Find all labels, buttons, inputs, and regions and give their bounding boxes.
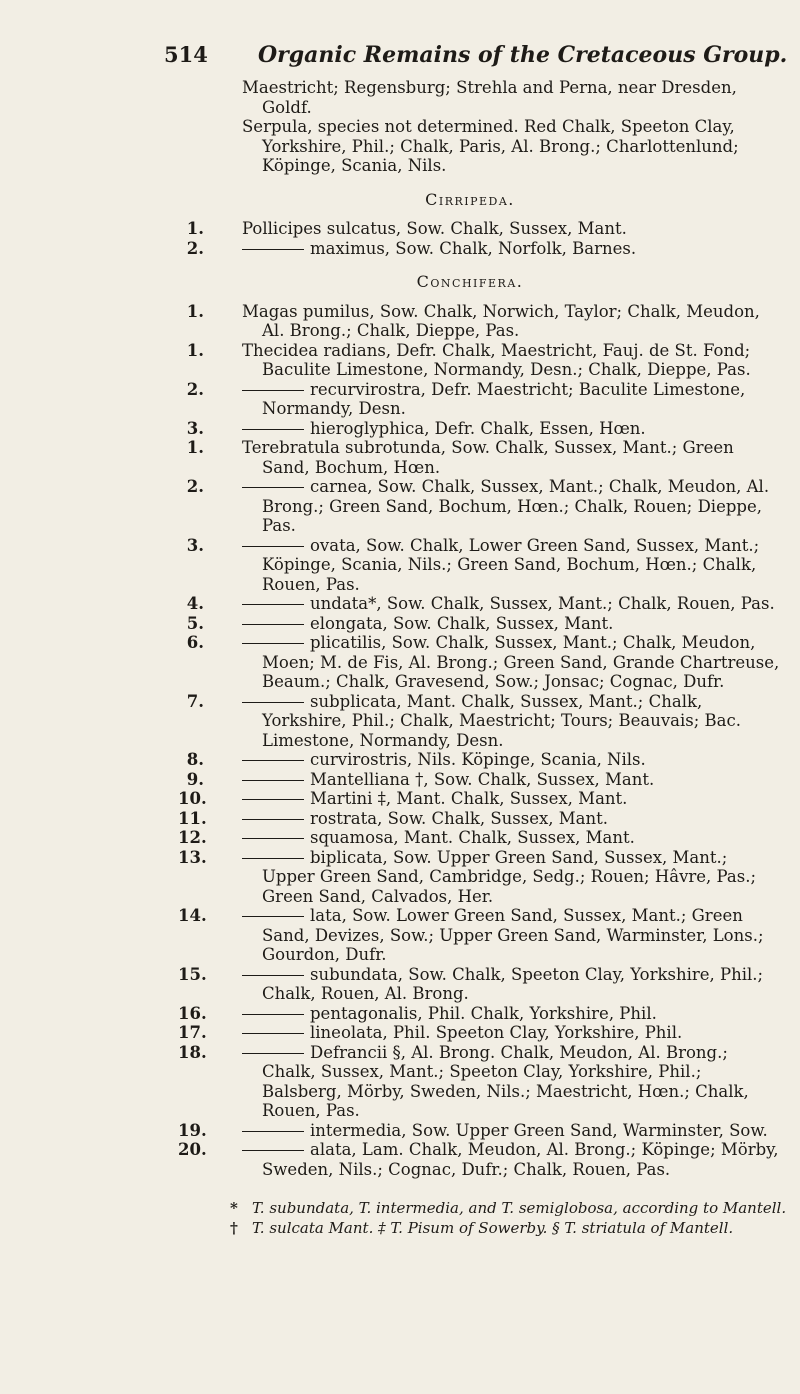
entry-text: Mantelliana †, Sow. Chalk, Sussex, Mant.: [310, 769, 655, 789]
footnotes: [0, 1198, 800, 1238]
ditto-dash: [242, 975, 304, 976]
conchifera-list: [0, 302, 800, 1180]
entry-text: recurvirostra, Defr. Maestricht; Baculite Limestone, Normandy, Desn.: [262, 379, 746, 418]
entry-number: 17.: [178, 1023, 207, 1042]
ditto-dash: [242, 604, 304, 605]
entry-text: curvirostris, Nils. Köpinge, Scania, Nils.: [310, 750, 646, 769]
ditto-dash: [242, 546, 304, 547]
ditto-dash: [242, 1033, 304, 1034]
species-entry: [0, 380, 800, 419]
entry-number: 3.: [186, 418, 204, 438]
species-entry: [0, 1004, 800, 1024]
ditto-dash: [242, 624, 304, 625]
section-heading-cirripeda: Cirripeda.: [425, 189, 515, 209]
serpula-entry: Serpula, species not determined. Red Chalk, Speeton Clay, Yorkshire, Phil.; Chalk, Paris, Al. Brong.; Charlottenlund; Köpinge, Scania, Nils.: [242, 117, 739, 175]
species-entry: [0, 965, 800, 1004]
entry-number: 6.: [186, 633, 204, 652]
entry-text: rostrata, Sow. Chalk, Sussex, Mant.: [310, 808, 609, 828]
section-heading-conchifera: Conchifera.: [416, 272, 524, 291]
entry-number: 1.: [186, 438, 204, 457]
entry-text: carnea, Sow. Chalk, Sussex, Mant.; Chalk, Meudon, Al. Brong.; Green Sand, Bochum, Hœn.; Chalk, Rouen; Dieppe, Pas.: [262, 477, 770, 535]
entry-number: 2.: [186, 477, 204, 496]
entry-text: elongata, Sow. Chalk, Sussex, Mant.: [310, 613, 614, 633]
entry-number: 18.: [178, 1042, 207, 1062]
entry-number: 1.: [186, 340, 204, 360]
species-entry: [0, 594, 800, 614]
entry-text: Defrancii §, Al. Brong. Chalk, Meudon, Al. Brong.; Chalk, Sussex, Mant.; Speeton Clay, Yorkshire, Phil.; Balsberg, Mörby, Sweden, Nils.; Maestricht, Hœn.; Chalk, Rouen, Pas.: [262, 1042, 749, 1120]
entry-number: 13.: [178, 847, 207, 867]
entry-text: plicatilis, Sow. Chalk, Sussex, Mant.; Chalk, Meudon, Moen; M. de Fis, Al. Brong.; Green Sand, Grande Chartreuse, Beaum.; Chalk, Gravesend, Sow.; Jonsac; Cognac, Dufr.: [262, 633, 780, 691]
species-entry: [0, 419, 800, 439]
entry-text: squamosa, Mant. Chalk, Sussex, Mant.: [310, 828, 635, 847]
species-entry: [0, 750, 800, 770]
entry-text: biplicata, Sow. Upper Green Sand, Sussex, Mant.; Upper Green Sand, Cambridge, Sedg.; Rouen; Hâvre, Pas.; Green Sand, Calvados, Her.: [262, 847, 757, 906]
species-entry: [0, 1121, 800, 1141]
species-entry: [0, 692, 800, 751]
species-entry: [0, 633, 800, 692]
page-body: [0, 78, 800, 1179]
species-entry: [0, 789, 800, 809]
entry-number: 15.: [178, 964, 207, 984]
ditto-dash: [242, 760, 304, 761]
entry-text: hieroglyphica, Defr. Chalk, Essen, Hœn.: [310, 418, 646, 438]
entry-number: 20.: [178, 1140, 207, 1159]
entry-text: intermedia, Sow. Upper Green Sand, Warminster, Sow.: [310, 1120, 768, 1140]
species-entry: [0, 1043, 800, 1121]
entry-number: 5.: [186, 613, 204, 633]
entry-number: 7.: [186, 691, 204, 711]
ditto-dash: [242, 916, 304, 917]
entry-number: 3.: [186, 535, 204, 555]
entry-text: Terebratula subrotunda, Sow. Chalk, Sussex, Mant.; Green Sand, Bochum, Hœn.: [242, 438, 734, 477]
ditto-dash: [242, 487, 304, 488]
entry-number: 19.: [178, 1120, 207, 1140]
entry-number: 1.: [186, 301, 204, 321]
entry-number: 11.: [178, 808, 207, 828]
species-entry: [0, 341, 800, 380]
species-entry: [0, 809, 800, 829]
species-entry: [0, 1023, 800, 1043]
footnote: [0, 1218, 800, 1238]
running-title: Organic Remains of the Cretaceous Group.: [258, 42, 788, 68]
entry-text: lata, Sow. Lower Green Sand, Sussex, Mant.; Green Sand, Devizes, Sow.; Upper Green Sand, Warminster, Lons.; Gourdon, Dufr.: [262, 906, 764, 964]
ditto-dash: [242, 702, 304, 703]
species-entry: [0, 302, 800, 341]
ditto-dash: [242, 390, 304, 391]
entry-text: alata, Lam. Chalk, Meudon, Al. Brong.; Köpinge; Mörby, Sweden, Nils.; Cognac, Dufr.; Chalk, Rouen, Pas.: [262, 1140, 779, 1179]
entry-number: 16.: [178, 1003, 207, 1023]
ditto-dash: [242, 249, 304, 250]
entry-text: Thecidea radians, Defr. Chalk, Maestricht, Fauj. de St. Fond; Baculite Limestone, Normandy, Desn.; Chalk, Dieppe, Pas.: [242, 340, 751, 379]
species-entry: [0, 828, 800, 848]
ditto-dash: [242, 838, 304, 839]
entry-text: Pollicipes sulcatus, Sow. Chalk, Sussex, Mant.: [242, 219, 627, 238]
species-entry: [0, 219, 800, 239]
entry-number: 12.: [178, 828, 207, 847]
ditto-dash: [242, 1150, 304, 1151]
entry-text: maximus, Sow. Chalk, Norfolk, Barnes.: [310, 238, 637, 258]
entry-number: 9.: [186, 769, 204, 789]
page-header: [0, 42, 800, 72]
entry-text: Magas pumilus, Sow. Chalk, Norwich, Taylor; Chalk, Meudon, Al. Brong.; Chalk, Dieppe, Pas.: [242, 301, 760, 340]
ditto-dash: [242, 429, 304, 430]
species-entry: [0, 848, 800, 907]
ditto-dash: [242, 819, 304, 820]
species-entry: [0, 477, 800, 536]
ditto-dash: [242, 1053, 304, 1054]
entry-text: pentagonalis, Phil. Chalk, Yorkshire, Phil.: [310, 1003, 657, 1023]
footnote: [0, 1198, 800, 1218]
entry-text: Martini ‡, Mant. Chalk, Sussex, Mant.: [310, 789, 628, 808]
species-entry: [0, 906, 800, 965]
entry-number: 14.: [178, 906, 207, 925]
entry-text: lineolata, Phil. Speeton Clay, Yorkshire, Phil.: [310, 1023, 683, 1042]
species-entry: [0, 438, 800, 477]
species-entry: [0, 1140, 800, 1179]
page-number: 514: [164, 42, 208, 67]
species-entry: [0, 536, 800, 595]
species-entry: [0, 614, 800, 634]
ditto-dash: [242, 799, 304, 800]
entry-number: 1.: [186, 219, 204, 238]
ditto-dash: [242, 858, 304, 859]
ditto-dash: [242, 1131, 304, 1132]
species-entry: [0, 770, 800, 790]
ditto-dash: [242, 1014, 304, 1015]
continuation-text: Maestricht; Regensburg; Strehla and Perna, near Dresden, Goldf.: [242, 78, 737, 117]
footnote-mark: *: [230, 1199, 238, 1217]
entry-number: 8.: [186, 750, 204, 769]
species-entry: [0, 239, 800, 259]
footnote-text: T. sulcata Mant. ‡ T. Pisum of Sowerby. § T. striatula of Mantell.: [252, 1219, 734, 1237]
footnote-text: T. subundata, T. intermedia, and T. semiglobosa, according to Mantell.: [252, 1199, 787, 1217]
ditto-dash: [242, 643, 304, 644]
entry-number: 2.: [186, 238, 204, 258]
entry-text: undata*, Sow. Chalk, Sussex, Mant.; Chalk, Rouen, Pas.: [310, 594, 775, 613]
entry-number: 2.: [186, 379, 204, 399]
entry-number: 4.: [186, 594, 204, 613]
footnote-mark: †: [230, 1219, 238, 1237]
ditto-dash: [242, 780, 304, 781]
entry-number: 10.: [178, 789, 207, 808]
entry-text: ovata, Sow. Chalk, Lower Green Sand, Sussex, Mant.; Köpinge, Scania, Nils.; Green Sand, Bochum, Hœn.; Chalk, Rouen, Pas.: [262, 535, 760, 594]
entry-text: subplicata, Mant. Chalk, Sussex, Mant.; Chalk, Yorkshire, Phil.; Chalk, Maestricht; Tours; Beauvais; Bac. Limestone, Normandy, Desn.: [262, 691, 741, 750]
entry-text: subundata, Sow. Chalk, Speeton Clay, Yorkshire, Phil.; Chalk, Rouen, Al. Brong.: [262, 964, 764, 1003]
cirripeda-list: [0, 219, 800, 258]
